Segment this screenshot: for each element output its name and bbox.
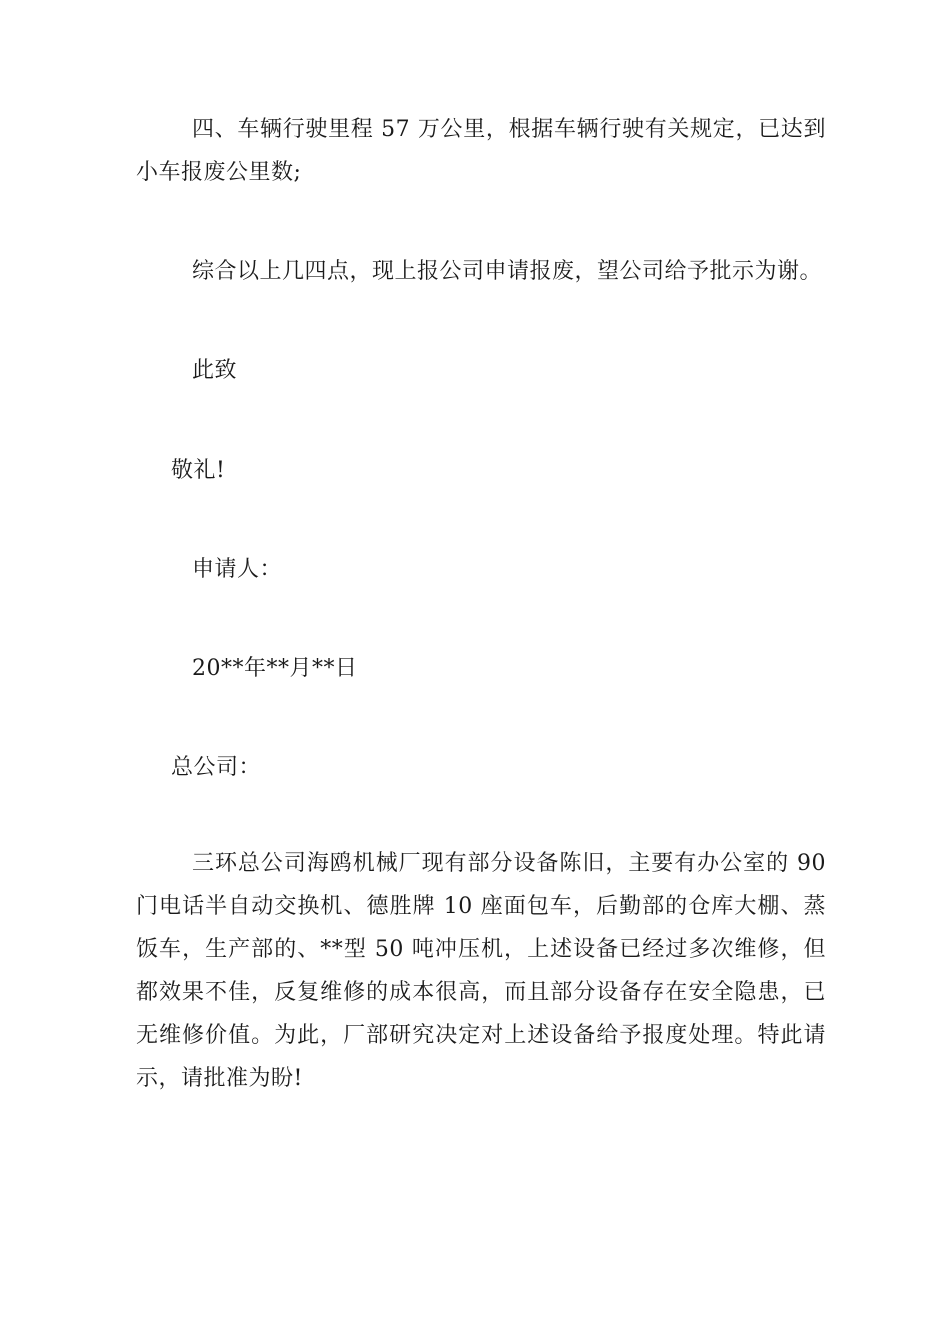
closing-line-2: 敬礼! bbox=[171, 458, 226, 483]
paragraph-body: 三环总公司海鸥机械厂现有部分设备陈旧，主要有办公室的 90 门电话半自动交换机、德胜牌 10 座面包车，后勤部的仓库大棚、蒸饭车，生产部的、**型 50 吨冲压机，上述设备已经过多次维修，但都效果不佳，反复维修的成本很高，而且部分设备存在安全隐患，已无维修价值。为此，厂部研究决定对上述设备给予报度处理。特此请示，请批准为盼! bbox=[136, 851, 826, 1091]
paragraph-summary: 综合以上几四点，现上报公司申请报废，望公司给予批示为谢。 bbox=[192, 259, 823, 284]
paragraph-item-four: 四、车辆行驶里程 57 万公里，根据车辆行驶有关规定，已达到小车报废公里数; bbox=[136, 117, 826, 185]
closing-line-1: 此致 bbox=[192, 358, 238, 383]
applicant-label: 申请人： bbox=[192, 557, 283, 582]
salutation: 总公司： bbox=[171, 755, 262, 780]
date-line: 20**年**月**日 bbox=[192, 656, 358, 681]
